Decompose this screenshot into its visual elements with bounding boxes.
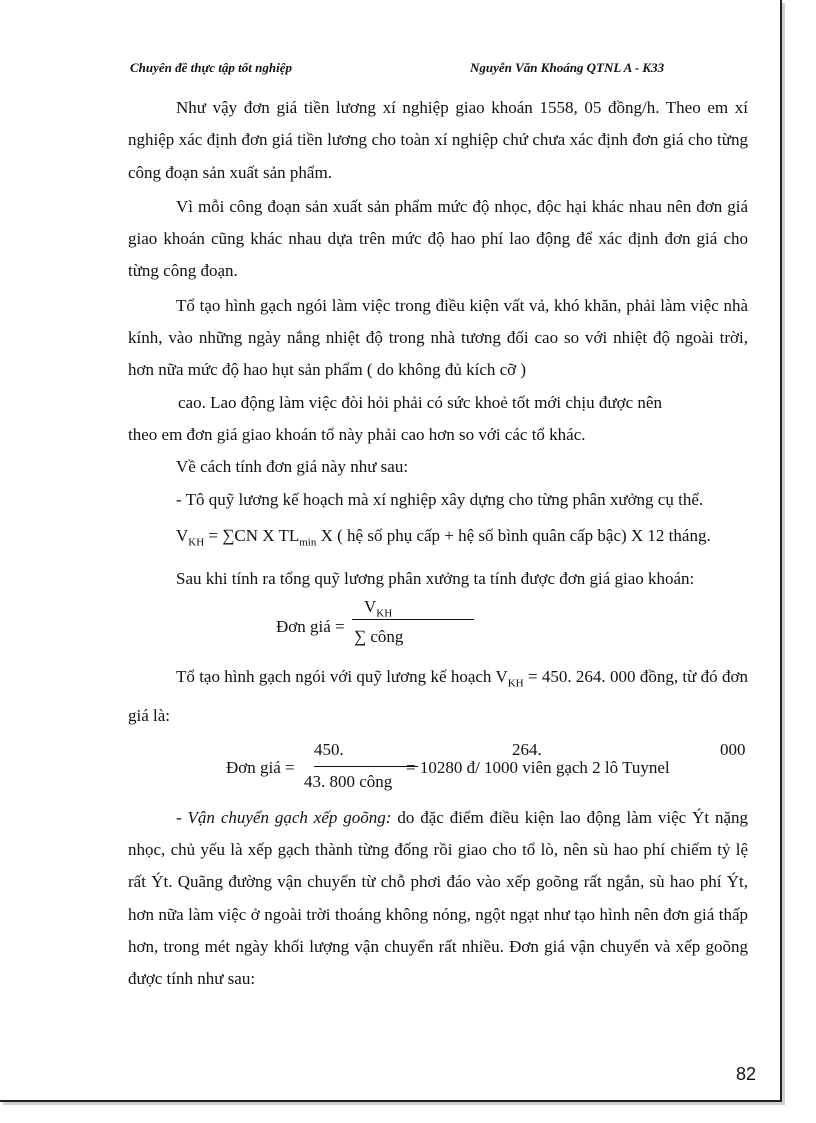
paragraph-4: Về cách tính đơn giá này như sau: [176, 457, 409, 477]
paragraph-2: Vì mỗi công đoạn sản xuất sản phẩm mức độ nhọc, độc hại khác nhau nên đơn giá giao khoán cũng khác nhau dựa trên mức độ hao phí lao động để xác định đơn giá cho từng công đoạn. [128, 196, 748, 281]
paragraph-3: Tổ tạo hình gạch ngói làm việc trong điều kiện vất vả, khó khăn, phải làm việc nhà kính, vào những ngày nắng nhiệt độ trong nhà tương đối cao so với nhiệt độ ngoài trời, hơn nữa mức độ hao hụt sản phẩm ( do không đủ kích cỡ ) [128, 295, 748, 380]
paragraph-1: Như vậy đơn giá tiền lương xí nghiệp giao khoán 1558, 05 đồng/h. Theo em xí nghiệp xác định đơn giá tiền lương cho toàn xí nghiệp chứ chưa xác định đơn giá cho từng công đoạn sản xuất sản phẩm. [128, 98, 748, 182]
document-body [128, 92, 748, 996]
paragraph-8: - Vận chuyển gạch xếp goõng: do đặc điểm điều kiện lao động làm việc Ýt nặng nhọc, chủ yếu là xếp gạch thành từng đống rồi giao cho tổ lò, nên sù hao phí chiếm tỷ lệ rất Ýt. Quãng đường vận chuyển từ chỗ phơi đáo vào xếp goõng rất ngắn, sù hao phí Ýt, hơn nữa làm việc ở ngoài trời thoáng không nóng, ngột ngạt như tạo hình nên đơn giá thấp hơn, trong mét ngày khối lượng vận chuyển rất nhiều. Đơn giá vận chuyển và xếp goõng được tính như sau: [128, 807, 748, 989]
formula1-label: Đơn giá = [276, 616, 345, 636]
formula2-n1: 450. [314, 739, 344, 759]
unit-price-formula [128, 597, 748, 661]
page-number: 82 [736, 1064, 757, 1084]
paragraph-3-cont: cao. Lao động làm việc đòi hỏi phải có sức khoẻ tốt mới chịu được nên [178, 392, 662, 412]
vkh-formula: $V_{KH} = \sum CN$ X $TL_{min}$ X ( hệ số phụ cấp + hệ số bình quân cấp bậc) X 12 tháng. [176, 525, 711, 549]
fraction-bar [352, 619, 474, 620]
formula2-n3: 000 [720, 739, 746, 759]
formula2-result: = 10280 đ/ 1000 viên gạch 2 lô Tuynel [406, 757, 670, 777]
formula2-n2: 264. [512, 739, 542, 759]
unit-price-calculation [128, 738, 748, 798]
paragraph-5: - Tô quỹ lương kế hoạch mà xí nghiệp xây dựng cho từng phân xưởng cụ thể. [176, 489, 704, 509]
paragraph-7: Tổ tạo hình gạch ngói với quỹ lương kế hoạch $V_{KH} = 450$. 264. 000 đồng, từ đó đơn giá là: [128, 666, 748, 725]
paragraph-6: Sau khi tính ra tổng quỹ lương phân xưởng ta tính được đơn giá giao khoán: [176, 568, 695, 588]
formula1-denominator: ∑ công [354, 626, 404, 646]
header-right: Nguyễn Văn Khoáng QTNL A - K33 [470, 60, 665, 75]
paragraph-3-end: theo em đơn giá giao khoán tổ này phải cao hơn so với các tổ khác. [128, 424, 586, 444]
formula2-denominator: 43. 800 công [304, 771, 393, 791]
formula2-label: Đơn giá = [226, 757, 295, 777]
header-left: Chuyên đề thực tập tốt nghiệp [130, 60, 292, 75]
formula1-numerator: $V_{KH}$ [364, 596, 393, 620]
